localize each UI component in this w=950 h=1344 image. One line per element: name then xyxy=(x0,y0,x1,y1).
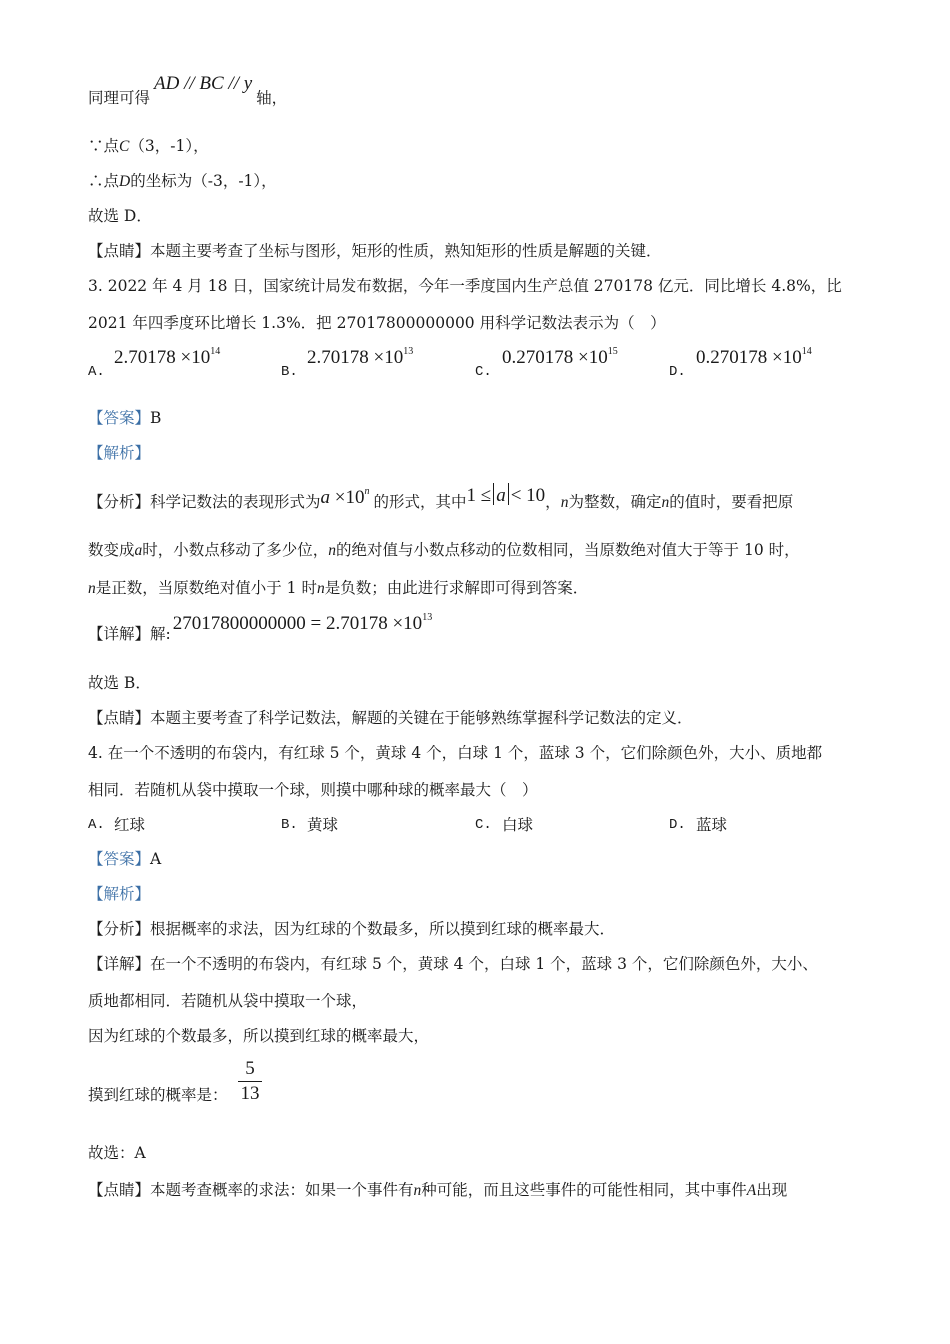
text: 本题考查概率的求法：如果一个事件有 xyxy=(150,1181,414,1199)
text: 轴， xyxy=(256,89,288,107)
var-a: a xyxy=(496,485,506,506)
line-point-d xyxy=(88,171,277,192)
option-label-c: C. xyxy=(475,364,492,380)
q3-choose: 故选 B． xyxy=(88,674,151,692)
var-n: n xyxy=(560,494,569,511)
text: 本题主要考查了坐标与图形，矩形的性质，熟知矩形的性质是解题的关键． xyxy=(150,242,662,260)
exp-n: n xyxy=(364,486,370,497)
var-a: a xyxy=(320,487,331,508)
text: 种可能，而且这些事件的可能性相同，其中事件 xyxy=(421,1181,747,1199)
abs-bar-right xyxy=(508,483,509,505)
math-inequality xyxy=(467,485,546,506)
text: ， xyxy=(545,493,561,511)
math-solution xyxy=(173,613,432,634)
text: 为整数，确定 xyxy=(568,493,662,511)
option-d[interactable]: 蓝球 xyxy=(696,816,728,834)
var-c: C xyxy=(119,138,130,155)
text: 时，小数点移动了多少位， xyxy=(142,541,329,559)
option-label-b: B. xyxy=(281,817,298,833)
math-sci-form xyxy=(321,487,370,508)
text: 解: xyxy=(150,625,171,643)
q4-analysis-tag: 【解析】 xyxy=(88,885,151,903)
text: 在一个不透明的布袋内，有红球 5 个，黄球 4 个，白球 1 个，蓝球 3 个，它们除颜色外，大小、 xyxy=(150,955,818,973)
tag-dianjing: 【点睛】 xyxy=(88,709,151,727)
mantissa: 2.70178 ×10 xyxy=(307,347,404,368)
exponent: 13 xyxy=(403,346,414,357)
exponent: 14 xyxy=(801,346,812,357)
q4-xiangjie-1 xyxy=(88,954,818,974)
fraction-numerator: 5 xyxy=(245,1058,255,1079)
q4-answer xyxy=(88,849,161,869)
option-label-d: D. xyxy=(669,364,686,380)
exponent: 13 xyxy=(422,612,433,623)
text: 同理可得 xyxy=(88,89,151,107)
option-label-b: B. xyxy=(281,364,298,380)
line-point-c xyxy=(88,136,209,157)
tag-fenxi: 【分析】 xyxy=(88,493,151,511)
exponent: 14 xyxy=(210,346,221,357)
option-b[interactable] xyxy=(307,348,413,368)
q3-fenxi-1 xyxy=(88,485,794,513)
text: 的坐标为（-3，-1）， xyxy=(130,172,277,190)
q3-fenxi-2 xyxy=(88,540,800,561)
q4-xiangjie-2: 质地都相同．若随机从袋中摸取一个球， xyxy=(88,992,368,1010)
q4-fenxi xyxy=(88,919,615,939)
q4-stem-2: 相同．若随机从袋中摸取一个球，则摸中哪种球的概率最大（ ） xyxy=(88,781,538,799)
text: ∵点 xyxy=(88,137,120,155)
option-label-a: A. xyxy=(88,817,105,833)
text: 是正数，当原数绝对值小于 1 时 xyxy=(95,579,317,597)
text: 是负数；由此进行求解即可得到答案． xyxy=(324,579,589,597)
tag-answer: 【答案】 xyxy=(88,409,151,427)
fraction-denominator: 13 xyxy=(240,1083,260,1104)
text: 的形式，其中 xyxy=(373,493,467,511)
q4-prob-text: 摸到红球的概率是： xyxy=(88,1086,228,1104)
text: 数变成 xyxy=(88,541,135,559)
option-label-a: A. xyxy=(88,364,105,380)
text: 出现 xyxy=(756,1181,788,1199)
text: 本题主要考查了科学记数法，解题的关键在于能够熟练掌握科学记数法的定义． xyxy=(150,709,693,727)
text: 科学记数法的表现形式为 xyxy=(150,493,321,511)
q3-answer xyxy=(88,408,161,428)
fraction-bar xyxy=(238,1081,262,1082)
var-n: n xyxy=(316,580,325,597)
times-ten: ×10 xyxy=(330,487,365,508)
line-parallel xyxy=(88,73,288,108)
math-parallel: AD // BC // y xyxy=(154,73,253,94)
tag-xiangjie: 【详解】 xyxy=(88,625,151,643)
text: ∴点 xyxy=(88,172,120,190)
option-a[interactable] xyxy=(114,348,220,368)
option-b[interactable]: 黄球 xyxy=(307,816,339,834)
text: 的值时，要看把原 xyxy=(669,493,794,511)
exponent: 15 xyxy=(607,346,618,357)
q3-stem-1: 3. 2022 年 4 月 18 日，国家统计局发布数据，今年一季度国内生产总值 270178 亿元．同比增长 4.8%，比 xyxy=(88,277,842,295)
tag-xiangjie: 【详解】 xyxy=(88,955,151,973)
option-label-c: C. xyxy=(475,817,492,833)
line-dianjing-1 xyxy=(88,241,662,261)
answer-value: A xyxy=(150,850,162,868)
var-a: a xyxy=(134,542,143,559)
text: 的绝对值与小数点移动的位数相同，当原数绝对值大于等于 10 时， xyxy=(336,541,800,559)
q3-stem-2: 2021 年四季度环比增长 1.3%．把 27017800000000 用科学记数法表示为（ ） xyxy=(88,314,666,332)
q3-options xyxy=(88,348,888,380)
mantissa: 2.70178 ×10 xyxy=(114,347,211,368)
text: 根据概率的求法，因为红球的个数最多，所以摸到红球的概率最大． xyxy=(150,920,616,938)
abs-bar-left xyxy=(493,483,494,505)
option-c[interactable]: 白球 xyxy=(502,816,534,834)
var-n: n xyxy=(661,494,670,511)
option-c[interactable] xyxy=(502,348,618,368)
q4-xiangjie-3: 因为红球的个数最多，所以摸到红球的概率最大， xyxy=(88,1027,430,1045)
mantissa: 0.270178 ×10 xyxy=(502,347,608,368)
q4-choose: 故选：A xyxy=(88,1144,146,1162)
option-a[interactable]: 红球 xyxy=(114,816,146,834)
tag-fenxi: 【分析】 xyxy=(88,920,151,938)
var-n: n xyxy=(88,580,96,597)
q4-options xyxy=(88,815,888,837)
ineq-left: 1 ≤ xyxy=(466,485,492,506)
tag-dianjing: 【点睛】 xyxy=(88,242,151,260)
mantissa: 0.270178 ×10 xyxy=(696,347,802,368)
ineq-right: < 10 xyxy=(510,485,546,506)
probability-fraction xyxy=(238,1058,262,1105)
q4-stem-1: 4. 在一个不透明的布袋内，有红球 5 个，黄球 4 个，白球 1 个，蓝球 3 个，它们除颜色外，大小、质地都 xyxy=(88,744,823,762)
tag-dianjing: 【点睛】 xyxy=(88,1181,151,1199)
text: （3，-1）， xyxy=(129,137,209,155)
option-d[interactable] xyxy=(696,348,812,368)
var-a: A xyxy=(746,1182,757,1199)
var-n: n xyxy=(328,542,337,559)
q4-dianjing xyxy=(88,1180,787,1201)
option-label-d: D. xyxy=(669,817,686,833)
var-n: n xyxy=(413,1182,422,1199)
solution-expr: 27017800000000 = 2.70178 ×10 xyxy=(172,613,423,634)
q3-fenxi-3 xyxy=(88,578,588,599)
q3-dianjing xyxy=(88,708,693,728)
var-d: D xyxy=(119,173,131,190)
tag-answer: 【答案】 xyxy=(88,850,151,868)
answer-value: B xyxy=(150,409,162,427)
q3-analysis-tag: 【解析】 xyxy=(88,444,151,462)
line-choose-d: 故选 D． xyxy=(88,207,152,225)
